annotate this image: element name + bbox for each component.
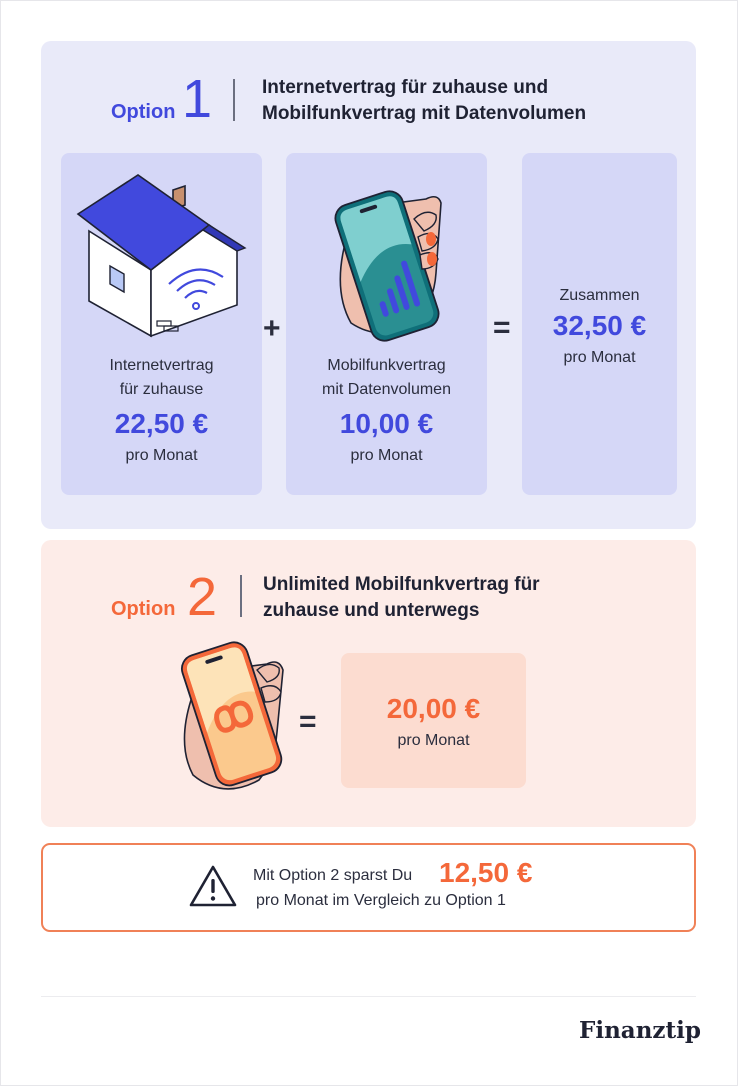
option1-panel bbox=[41, 41, 696, 529]
internet-label-line1: Internetvertrag bbox=[109, 357, 214, 374]
mobile-label-line1: Mobilfunkvertrag bbox=[327, 357, 446, 374]
internet-label-line2: für zuhause bbox=[119, 381, 204, 398]
mobile-price: 10,00 € bbox=[339, 408, 434, 439]
hand-phone-infinity-icon bbox=[171, 640, 301, 800]
internet-period: pro Monat bbox=[125, 447, 198, 464]
savings-box bbox=[41, 843, 696, 932]
savings-text-before: Mit Option 2 sparst Du bbox=[253, 867, 413, 884]
mobile-period: pro Monat bbox=[350, 447, 423, 464]
option1-number: 1 bbox=[182, 69, 213, 129]
total-period: pro Monat bbox=[563, 349, 636, 366]
option1-title-line1: Internetvertrag für zuhause und bbox=[262, 77, 549, 98]
house-wifi-icon bbox=[61, 153, 262, 343]
total-label: Zusammen bbox=[559, 287, 640, 304]
internet-card bbox=[61, 153, 262, 495]
option1-title-line2: Mobilfunkvertrag mit Datenvolumen bbox=[262, 103, 587, 124]
savings-amount: 12,50 € bbox=[439, 857, 533, 888]
mobile-card bbox=[286, 153, 487, 495]
option2-total-card bbox=[341, 653, 526, 788]
internet-price: 22,50 € bbox=[114, 408, 209, 439]
plus-operator: + bbox=[263, 312, 281, 345]
warning-icon bbox=[188, 864, 238, 908]
option1-title bbox=[262, 75, 586, 127]
option2-number: 2 bbox=[187, 567, 218, 627]
total-card bbox=[522, 153, 677, 495]
option2-panel bbox=[41, 540, 696, 827]
option2-word: Option bbox=[111, 598, 176, 620]
option2-price: 20,00 € bbox=[386, 693, 481, 724]
mobile-label-line2: mit Datenvolumen bbox=[322, 381, 451, 398]
internet-label bbox=[61, 354, 262, 402]
total-price: 32,50 € bbox=[552, 310, 647, 341]
finanztip-logo: Finanztip bbox=[579, 1017, 701, 1044]
hand-phone-signal-icon bbox=[286, 153, 487, 343]
option2-divider bbox=[240, 575, 242, 617]
equals-operator-2: = bbox=[299, 705, 317, 738]
equals-operator: = bbox=[493, 311, 511, 344]
savings-text-after: pro Monat im Vergleich zu Option 1 bbox=[256, 892, 506, 909]
option2-title bbox=[263, 572, 540, 624]
mobile-label bbox=[286, 354, 487, 402]
option2-title-line1: Unlimited Mobilfunkvertrag für bbox=[263, 574, 540, 595]
option2-period: pro Monat bbox=[397, 732, 470, 749]
option1-divider bbox=[233, 79, 235, 121]
footer-divider bbox=[41, 996, 696, 997]
option1-word: Option bbox=[111, 101, 176, 123]
option2-title-line2: zuhause und unterwegs bbox=[263, 600, 480, 621]
